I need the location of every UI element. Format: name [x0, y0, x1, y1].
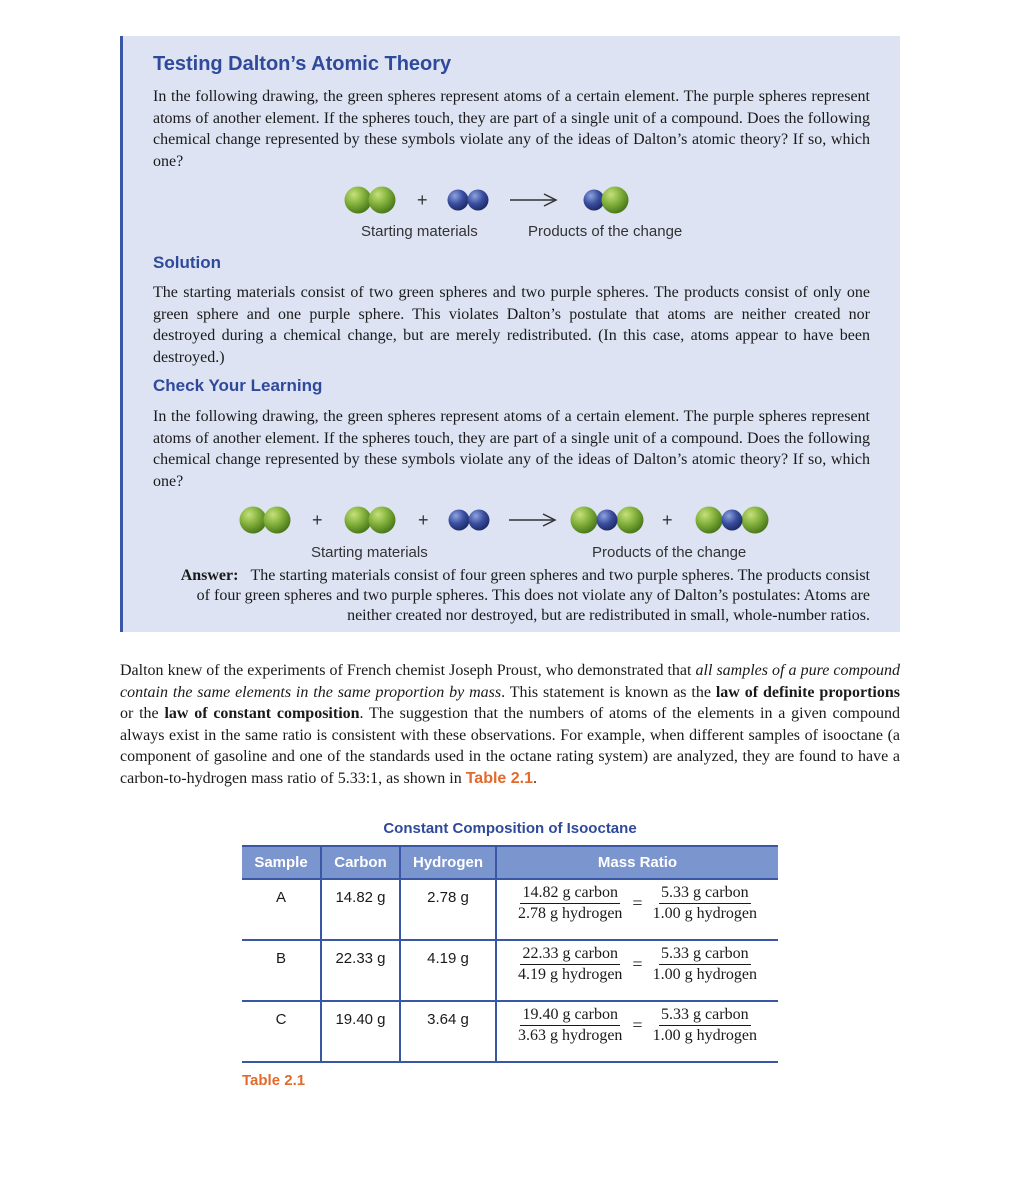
- cell-carbon: 14.82 g: [321, 879, 400, 940]
- example-problem-text: In the following drawing, the green spheres represent atoms of a certain element. The purple spheres represent atoms of another element. If the spheres touch, they are part of a single unit of a compound. Does the following chemical change represented by these symbols violate any of the ideas of Dalton’s atomic theory? If so, which one?: [153, 88, 870, 170]
- ratio-numerator: 14.82 g carbon: [520, 884, 620, 904]
- equals-sign: =: [632, 1015, 643, 1035]
- table-row: [242, 940, 778, 1001]
- answer-line-3: neither created nor destroyed, but are redistributed in small, whole-number ratios.: [347, 607, 870, 624]
- text-run: . The suggestion that the numbers of atoms of the elements in a given compound always exist in the same ratio is consistent with these observations. For example, when different samples of isooctane (a component of gasoline and one of the standards used in the octane rating system) are analyzed, they are found to have a carbon-to-hydrogen mass ratio of 5.33:1, as shown in: [120, 705, 901, 787]
- purple-atom: [597, 510, 618, 531]
- green-atom: [240, 507, 267, 534]
- purple-atom: [448, 190, 469, 211]
- solution-heading: Solution: [153, 253, 221, 272]
- text-run: . This statement is known as the: [501, 683, 716, 701]
- green-atom: [696, 507, 723, 534]
- equals-sign: =: [632, 893, 643, 913]
- isooctane-table: [242, 845, 778, 1063]
- plus-sign: +: [417, 190, 428, 210]
- plus-sign: +: [312, 510, 323, 530]
- green-atom: [571, 507, 598, 534]
- cell-hydrogen: 2.78 g: [400, 879, 496, 940]
- header-carbon: Carbon: [321, 846, 400, 879]
- main-paragraph: [120, 660, 900, 790]
- ratio-denominator: 1.00 g hydrogen: [652, 966, 758, 983]
- green-atom: [742, 507, 769, 534]
- purple-atom: [468, 190, 489, 211]
- green-atom: [602, 187, 629, 214]
- ratio-denominator: 1.00 g hydrogen: [652, 905, 758, 922]
- green-atom: [369, 507, 396, 534]
- header-hydrogen: Hydrogen: [400, 846, 496, 879]
- check-learning-heading: Check Your Learning: [153, 376, 323, 395]
- plus-sign: +: [662, 510, 673, 530]
- green-atom: [264, 507, 291, 534]
- cell-carbon: 22.33 g: [321, 940, 400, 1001]
- green-atom: [617, 507, 644, 534]
- table-header-row: [242, 846, 778, 879]
- green-atom: [369, 187, 396, 214]
- cell-carbon: 19.40 g: [321, 1001, 400, 1062]
- table-row: [242, 1001, 778, 1062]
- ratio-numerator: 19.40 g carbon: [520, 1006, 620, 1026]
- ratio-numerator: 5.33 g carbon: [659, 1006, 751, 1026]
- green-atom: [345, 187, 372, 214]
- answer-line-2: of four green spheres and two purple spheres. This does not violate any of Dalton’s postulates: Atoms are: [196, 587, 870, 604]
- table-caption: Constant Composition of Isooctane: [383, 820, 637, 837]
- cell-sample: A: [242, 879, 321, 940]
- text-run: Dalton knew of the experiments of French chemist Joseph Proust, who demonstrated that: [120, 662, 696, 679]
- diagram1-label-products: Products of the change: [528, 223, 683, 240]
- table-label[interactable]: Table 2.1: [242, 1072, 306, 1089]
- text-run: .: [533, 769, 538, 787]
- diagram1-label-start: Starting materials: [361, 223, 478, 240]
- ratio-denominator: 3.63 g hydrogen: [517, 1027, 623, 1044]
- cell-hydrogen: 4.19 g: [400, 940, 496, 1001]
- example-title: Testing Dalton’s Atomic Theory: [153, 53, 452, 75]
- ratio-denominator: 1.00 g hydrogen: [652, 1027, 758, 1044]
- text-run: or the: [120, 705, 165, 723]
- reaction-diagram-1: [338, 181, 658, 221]
- ratio-denominator: 4.19 g hydrogen: [517, 966, 623, 983]
- header-mass-ratio: Mass Ratio: [496, 846, 778, 879]
- diagram2-label-start: Starting materials: [311, 544, 428, 561]
- ratio-numerator: 22.33 g carbon: [520, 945, 620, 965]
- ratio-numerator: 5.33 g carbon: [659, 945, 751, 965]
- plus-sign: +: [418, 510, 429, 530]
- reaction-arrow: [509, 514, 555, 526]
- italic-statement: all samples of a pure compound contain the same elements in the same proportion by mass: [120, 662, 900, 701]
- purple-atom: [584, 190, 605, 211]
- reaction-arrow: [510, 194, 556, 206]
- check-learning-text: In the following drawing, the green spheres represent atoms of a certain element. The purple spheres represent atoms of another element. If the spheres touch, they are part of a single unit of a compound. Does the following chemical change represented by these symbols violate any of the ideas of Dalton’s atomic theory? If so, which one?: [153, 408, 870, 490]
- cell-mass-ratio: [496, 940, 778, 1001]
- example-box: [120, 36, 900, 632]
- answer-block: [153, 566, 870, 626]
- term-constant-composition: law of constant composition: [164, 705, 360, 723]
- answer-label: Answer:: [180, 567, 239, 584]
- reaction-diagram-2: [233, 501, 783, 541]
- table-row: [242, 879, 778, 940]
- purple-atom: [469, 510, 490, 531]
- header-sample: Sample: [242, 846, 321, 879]
- ratio-denominator: 2.78 g hydrogen: [517, 905, 623, 922]
- cell-mass-ratio: [496, 879, 778, 940]
- cell-mass-ratio: [496, 1001, 778, 1062]
- solution-text: The starting materials consist of two green spheres and two purple spheres. The products consist of only one green sphere and one purple sphere. This violates Dalton’s postulate that atoms are neither created nor destroyed during a chemical change, but are merely redistributed. (In this case, atoms appear to have been destroyed.): [153, 284, 870, 366]
- cell-sample: C: [242, 1001, 321, 1062]
- cell-sample: B: [242, 940, 321, 1001]
- term-definite-proportions: law of definite proportions: [715, 683, 900, 701]
- answer-line-1: The starting materials consist of four green spheres and two purple spheres. The products consist: [250, 567, 870, 584]
- purple-atom: [449, 510, 470, 531]
- green-atom: [345, 507, 372, 534]
- equals-sign: =: [632, 954, 643, 974]
- table-reference-link[interactable]: Table 2.1: [465, 769, 534, 787]
- ratio-numerator: 5.33 g carbon: [659, 884, 751, 904]
- diagram2-label-products: Products of the change: [592, 544, 747, 561]
- cell-hydrogen: 3.64 g: [400, 1001, 496, 1062]
- purple-atom: [722, 510, 743, 531]
